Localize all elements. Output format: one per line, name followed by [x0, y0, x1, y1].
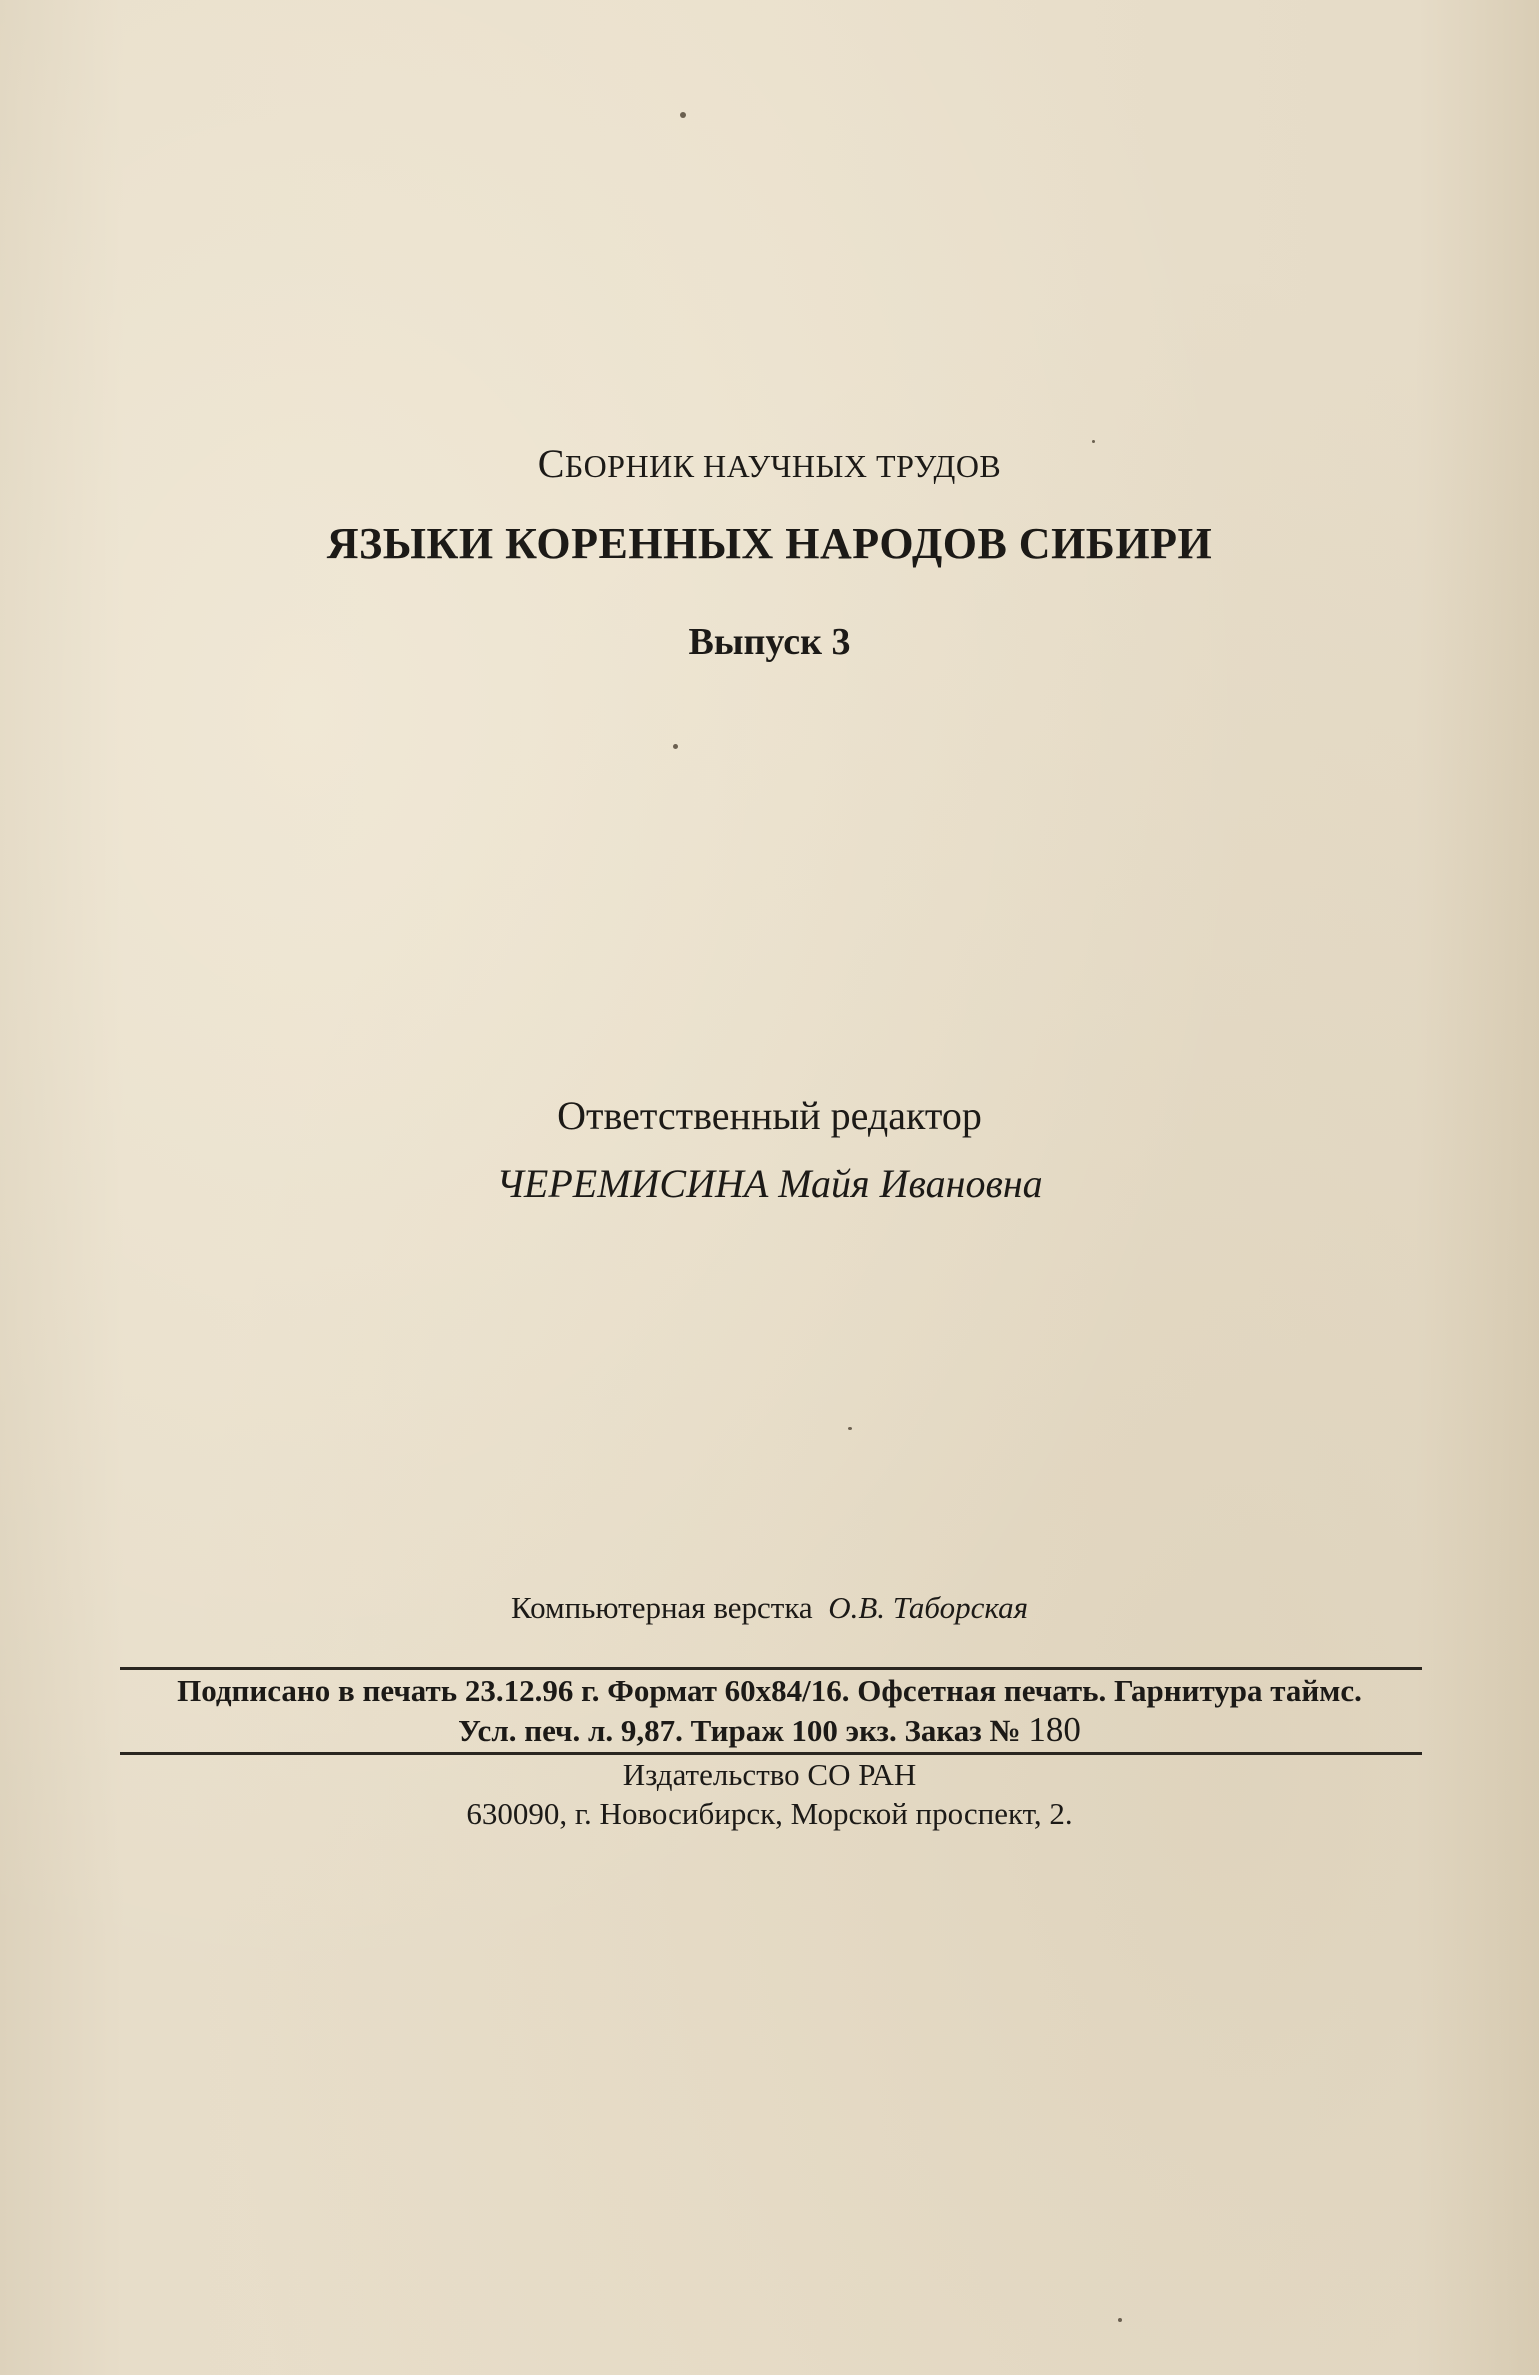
- colophon-rule-top: [120, 1667, 1422, 1670]
- order-number: 180: [1028, 1710, 1081, 1749]
- publisher-address: 630090, г. Новосибирск, Морской проспект, 2.: [466, 1796, 1073, 1831]
- layout-credit: [0, 1590, 1539, 1626]
- imprint-line-2: [0, 1710, 1539, 1750]
- paper-speck: [673, 744, 678, 749]
- colophon-rule-bottom: [120, 1752, 1422, 1755]
- editor-label: Ответственный редактор: [557, 1093, 982, 1138]
- series-heading-rest: БОРНИК НАУЧНЫХ ТРУДОВ: [564, 448, 1002, 484]
- layout-credit-label: Компьютерная верстка: [511, 1590, 813, 1625]
- editor-name: ЧЕРЕМИСИНА Майя Ивановна: [496, 1161, 1043, 1206]
- series-heading-initial: С: [537, 441, 565, 486]
- layout-credit-person: О.В. Таборская: [828, 1590, 1028, 1625]
- issue-number: Выпуск 3: [688, 621, 851, 663]
- paper-speck: [848, 1427, 852, 1430]
- collection-title: ЯЗЫКИ КОРЕННЫХ НАРОДОВ СИБИРИ: [326, 519, 1213, 568]
- paper-speck: [680, 112, 686, 118]
- series-heading: [0, 440, 1539, 487]
- imprint-line-1: Подписано в печать 23.12.96 г. Формат 60x84/16. Офсетная печать. Гарнитура таймс.: [177, 1673, 1362, 1708]
- publisher-name: Издательство СО РАН: [622, 1757, 917, 1792]
- paper-speck: [1118, 2318, 1122, 2322]
- imprint-line-2-text: Усл. печ. л. 9,87. Тираж 100 экз. Заказ №: [458, 1713, 1029, 1748]
